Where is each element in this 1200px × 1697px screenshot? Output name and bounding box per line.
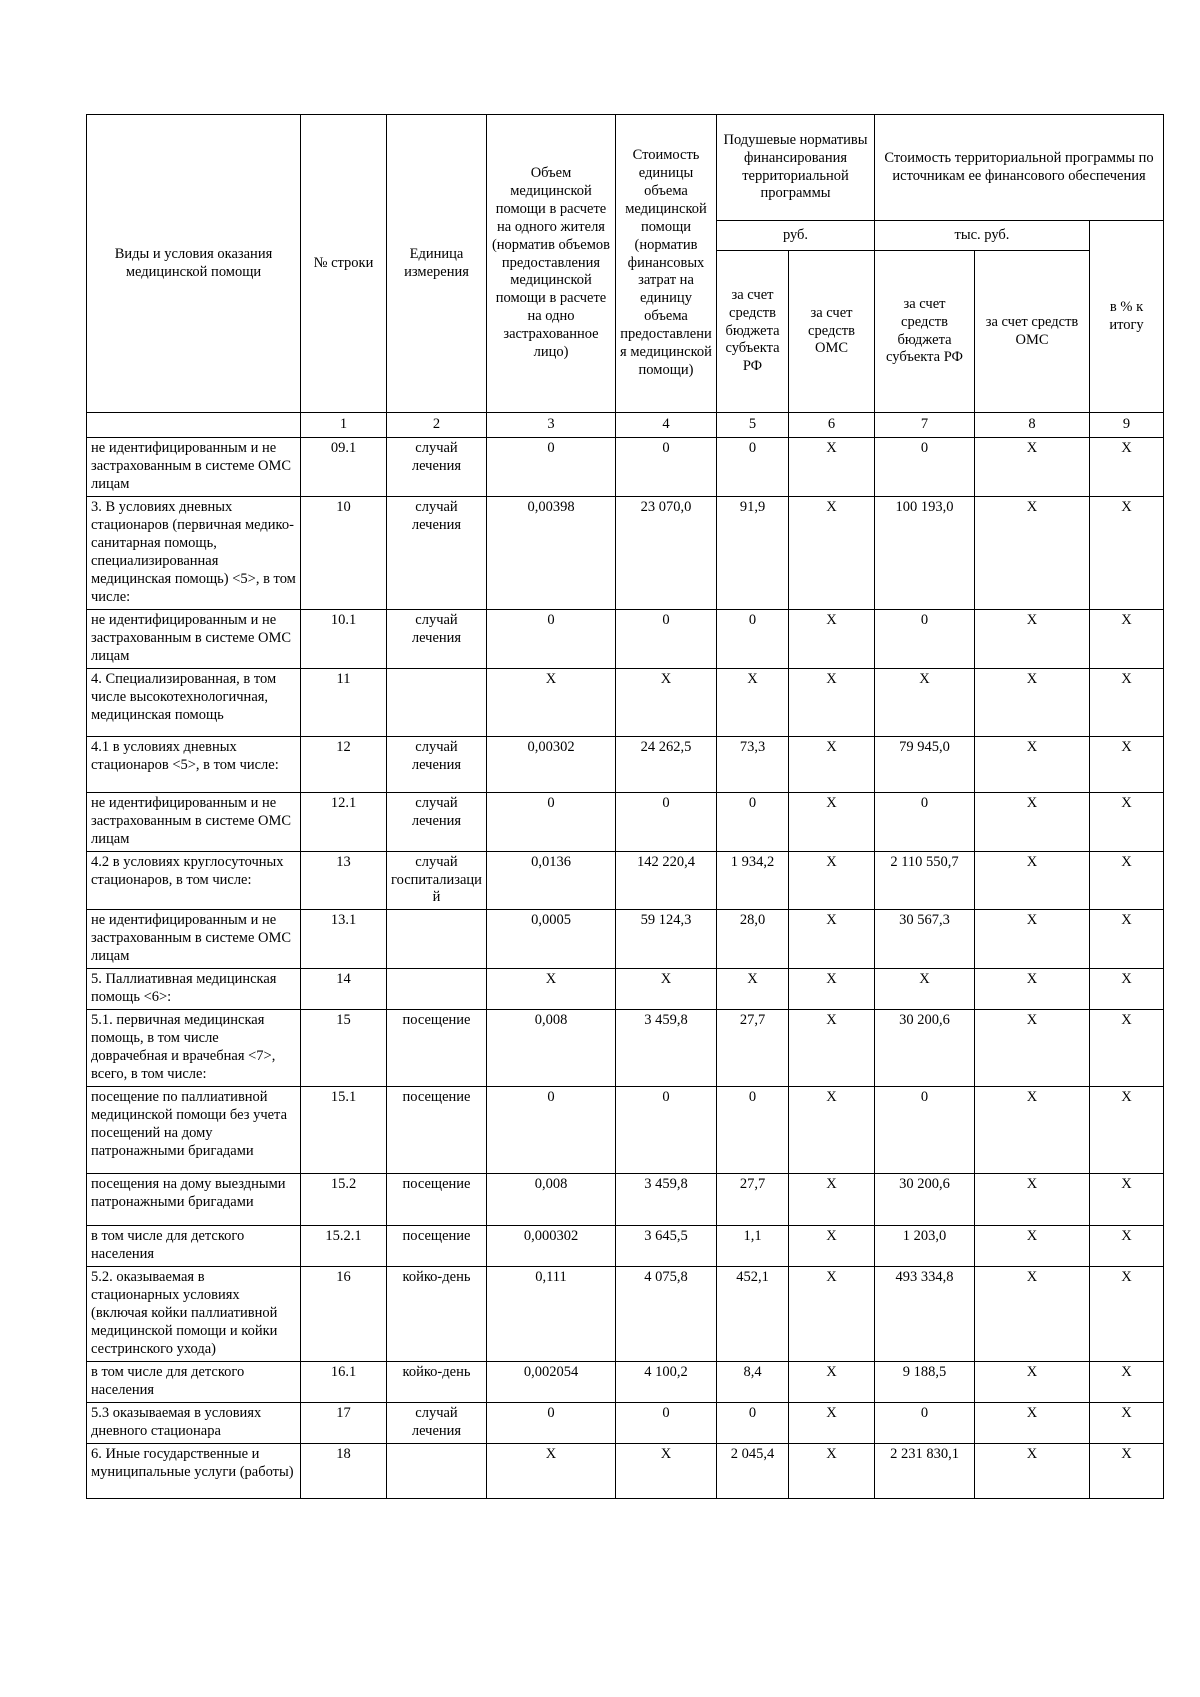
percent-cell: X	[1090, 609, 1164, 668]
program-oms-cell: X	[975, 1010, 1090, 1087]
program-budget-cell: 30 567,3	[875, 910, 975, 969]
row-unit: посещение	[387, 1010, 487, 1087]
header-per-capita: Подушевые нормативы финансирования территориальной программы	[717, 115, 875, 221]
unit-cost-cell: 3 459,8	[616, 1010, 717, 1087]
program-budget-cell: X	[875, 668, 975, 736]
percent-cell: X	[1090, 910, 1164, 969]
table-body	[87, 438, 1164, 1499]
per-capita-budget-cell: 0	[717, 792, 789, 851]
row-unit: посещение	[387, 1226, 487, 1267]
program-oms-cell: X	[975, 1443, 1090, 1498]
volume-cell: 0,002054	[487, 1361, 616, 1402]
volume-cell: 0,008	[487, 1174, 616, 1226]
program-budget-cell: 493 334,8	[875, 1267, 975, 1362]
program-oms-cell: X	[975, 792, 1090, 851]
header-oms-thousand: за счет средств ОМС	[975, 251, 1090, 413]
row-unit: случай лечения	[387, 792, 487, 851]
row-number: 15.1	[301, 1087, 387, 1174]
unit-cost-cell: X	[616, 969, 717, 1010]
percent-cell: X	[1090, 1087, 1164, 1174]
row-number: 10	[301, 496, 387, 609]
row-number: 10.1	[301, 609, 387, 668]
volume-cell: 0,00398	[487, 496, 616, 609]
volume-cell: 0	[487, 1087, 616, 1174]
volume-cell: 0	[487, 792, 616, 851]
unit-cost-cell: X	[616, 668, 717, 736]
per-capita-oms-cell: X	[789, 668, 875, 736]
program-oms-cell: X	[975, 851, 1090, 910]
per-capita-oms-cell: X	[789, 1402, 875, 1443]
table-row	[87, 1226, 1164, 1267]
percent-cell: X	[1090, 1010, 1164, 1087]
percent-cell: X	[1090, 496, 1164, 609]
table-row	[87, 1010, 1164, 1087]
row-number: 15.2.1	[301, 1226, 387, 1267]
unit-cost-cell: 59 124,3	[616, 910, 717, 969]
program-budget-cell: 2 110 550,7	[875, 851, 975, 910]
table-row	[87, 1443, 1164, 1498]
column-number: 4	[616, 413, 717, 438]
row-unit: случай лечения	[387, 438, 487, 497]
column-number-row	[87, 413, 1164, 438]
column-number: 2	[387, 413, 487, 438]
program-oms-cell: X	[975, 609, 1090, 668]
volume-cell: 0,008	[487, 1010, 616, 1087]
percent-cell: X	[1090, 736, 1164, 792]
header-type: Виды и условия оказания медицинской помощи	[87, 115, 301, 413]
table-row	[87, 1402, 1164, 1443]
header-percent: в % к итогу	[1090, 221, 1164, 413]
column-number: 5	[717, 413, 789, 438]
per-capita-oms-cell: X	[789, 1174, 875, 1226]
program-budget-cell: 0	[875, 1402, 975, 1443]
program-oms-cell: X	[975, 969, 1090, 1010]
unit-cost-cell: 4 100,2	[616, 1361, 717, 1402]
table-row	[87, 1361, 1164, 1402]
unit-cost-cell: 3 645,5	[616, 1226, 717, 1267]
program-oms-cell: X	[975, 1174, 1090, 1226]
row-number: 11	[301, 668, 387, 736]
row-number: 18	[301, 1443, 387, 1498]
unit-cost-cell: 0	[616, 438, 717, 497]
document-page	[86, 114, 1163, 1499]
per-capita-oms-cell: X	[789, 910, 875, 969]
per-capita-budget-cell: 452,1	[717, 1267, 789, 1362]
row-unit	[387, 668, 487, 736]
table-row	[87, 1174, 1164, 1226]
percent-cell: X	[1090, 438, 1164, 497]
table-row	[87, 438, 1164, 497]
row-unit: посещение	[387, 1087, 487, 1174]
financing-table	[86, 114, 1164, 1499]
unit-cost-cell: 0	[616, 792, 717, 851]
per-capita-budget-cell: 28,0	[717, 910, 789, 969]
per-capita-oms-cell: X	[789, 851, 875, 910]
row-name: в том числе для детского населения	[87, 1226, 301, 1267]
program-budget-cell: 2 231 830,1	[875, 1443, 975, 1498]
header-budget-thousand: за счет средств бюджета субъекта РФ	[875, 251, 975, 413]
per-capita-oms-cell: X	[789, 792, 875, 851]
program-oms-cell: X	[975, 1361, 1090, 1402]
per-capita-oms-cell: X	[789, 438, 875, 497]
table-row	[87, 851, 1164, 910]
program-budget-cell: 0	[875, 792, 975, 851]
per-capita-oms-cell: X	[789, 969, 875, 1010]
row-unit: случай лечения	[387, 496, 487, 609]
header-volume: Объем медицинской помощи в расчете на одного жителя (норматив объемов предоставления медицинской помощи в расчете на одно застрахованное лицо)	[487, 115, 616, 413]
row-unit: случай госпитализаций	[387, 851, 487, 910]
per-capita-budget-cell: 0	[717, 609, 789, 668]
table-row	[87, 792, 1164, 851]
column-number: 9	[1090, 413, 1164, 438]
unit-cost-cell: 0	[616, 1087, 717, 1174]
per-capita-budget-cell: 0	[717, 1402, 789, 1443]
row-unit: случай лечения	[387, 736, 487, 792]
row-name: 5. Паллиативная медицинская помощь <6>:	[87, 969, 301, 1010]
percent-cell: X	[1090, 1402, 1164, 1443]
row-number: 15	[301, 1010, 387, 1087]
program-oms-cell: X	[975, 1402, 1090, 1443]
row-unit: случай лечения	[387, 609, 487, 668]
header-unit-rub: руб.	[717, 221, 875, 251]
row-number: 15.2	[301, 1174, 387, 1226]
row-name: 4.1 в условиях дневных стационаров <5>, в том числе:	[87, 736, 301, 792]
per-capita-oms-cell: X	[789, 1087, 875, 1174]
program-oms-cell: X	[975, 496, 1090, 609]
percent-cell: X	[1090, 792, 1164, 851]
row-name: посещения на дому выездными патронажными бригадами	[87, 1174, 301, 1226]
row-name: не идентифицированным и не застрахованным в системе ОМС лицам	[87, 792, 301, 851]
volume-cell: X	[487, 668, 616, 736]
row-number: 13.1	[301, 910, 387, 969]
table-row	[87, 609, 1164, 668]
per-capita-oms-cell: X	[789, 609, 875, 668]
program-budget-cell: X	[875, 969, 975, 1010]
program-budget-cell: 1 203,0	[875, 1226, 975, 1267]
per-capita-oms-cell: X	[789, 496, 875, 609]
unit-cost-cell: 142 220,4	[616, 851, 717, 910]
per-capita-budget-cell: 0	[717, 438, 789, 497]
volume-cell: X	[487, 969, 616, 1010]
unit-cost-cell: X	[616, 1443, 717, 1498]
row-number: 12.1	[301, 792, 387, 851]
program-budget-cell: 0	[875, 609, 975, 668]
unit-cost-cell: 3 459,8	[616, 1174, 717, 1226]
header-unit: Единица измерения	[387, 115, 487, 413]
row-name: 3. В условиях дневных стационаров (первичная медико-санитарная помощь, специализированная медицинская помощь) <5>, в том числе:	[87, 496, 301, 609]
program-budget-cell: 9 188,5	[875, 1361, 975, 1402]
per-capita-budget-cell: 8,4	[717, 1361, 789, 1402]
program-budget-cell: 0	[875, 1087, 975, 1174]
row-number: 17	[301, 1402, 387, 1443]
table-row	[87, 910, 1164, 969]
per-capita-budget-cell: X	[717, 969, 789, 1010]
program-oms-cell: X	[975, 668, 1090, 736]
unit-cost-cell: 24 262,5	[616, 736, 717, 792]
row-unit: посещение	[387, 1174, 487, 1226]
row-number: 16.1	[301, 1361, 387, 1402]
row-unit: койко-день	[387, 1267, 487, 1362]
percent-cell: X	[1090, 668, 1164, 736]
program-budget-cell: 0	[875, 438, 975, 497]
table-row	[87, 736, 1164, 792]
row-number: 09.1	[301, 438, 387, 497]
per-capita-budget-cell: 0	[717, 1087, 789, 1174]
row-unit: койко-день	[387, 1361, 487, 1402]
per-capita-oms-cell: X	[789, 1443, 875, 1498]
per-capita-budget-cell: 27,7	[717, 1174, 789, 1226]
row-name: 6. Иные государственные и муниципальные услуги (работы)	[87, 1443, 301, 1498]
unit-cost-cell: 0	[616, 609, 717, 668]
unit-cost-cell: 23 070,0	[616, 496, 717, 609]
program-budget-cell: 79 945,0	[875, 736, 975, 792]
program-oms-cell: X	[975, 910, 1090, 969]
volume-cell: 0,0136	[487, 851, 616, 910]
percent-cell: X	[1090, 1361, 1164, 1402]
per-capita-oms-cell: X	[789, 1361, 875, 1402]
per-capita-budget-cell: 91,9	[717, 496, 789, 609]
program-oms-cell: X	[975, 1087, 1090, 1174]
header-budget-rub: за счет средств бюджета субъекта РФ	[717, 251, 789, 413]
table-row	[87, 1087, 1164, 1174]
table-row	[87, 668, 1164, 736]
program-budget-cell: 30 200,6	[875, 1174, 975, 1226]
column-number: 6	[789, 413, 875, 438]
volume-cell: X	[487, 1443, 616, 1498]
row-name: не идентифицированным и не застрахованным в системе ОМС лицам	[87, 438, 301, 497]
program-budget-cell: 100 193,0	[875, 496, 975, 609]
per-capita-budget-cell: X	[717, 668, 789, 736]
column-number: 3	[487, 413, 616, 438]
per-capita-budget-cell: 1,1	[717, 1226, 789, 1267]
table-row	[87, 969, 1164, 1010]
row-number: 16	[301, 1267, 387, 1362]
row-name: 5.2. оказываемая в стационарных условиях (включая койки паллиативной медицинской помощи и койки сестринского ухода)	[87, 1267, 301, 1362]
per-capita-oms-cell: X	[789, 1226, 875, 1267]
row-unit	[387, 910, 487, 969]
row-name: в том числе для детского населения	[87, 1361, 301, 1402]
header-unit-thousand: тыс. руб.	[875, 221, 1090, 251]
per-capita-oms-cell: X	[789, 1267, 875, 1362]
column-number: 7	[875, 413, 975, 438]
volume-cell: 0,00302	[487, 736, 616, 792]
header-row-number: № строки	[301, 115, 387, 413]
column-number	[87, 413, 301, 438]
row-number: 14	[301, 969, 387, 1010]
row-unit	[387, 969, 487, 1010]
unit-cost-cell: 0	[616, 1402, 717, 1443]
row-unit: случай лечения	[387, 1402, 487, 1443]
program-oms-cell: X	[975, 438, 1090, 497]
table-row	[87, 496, 1164, 609]
row-name: не идентифицированным и не застрахованным в системе ОМС лицам	[87, 910, 301, 969]
volume-cell: 0,0005	[487, 910, 616, 969]
row-name: 5.1. первичная медицинская помощь, в том числе доврачебная и врачебная <7>, всего, в том числе:	[87, 1010, 301, 1087]
program-oms-cell: X	[975, 1267, 1090, 1362]
header-program-cost: Стоимость территориальной программы по источникам ее финансового обеспечения	[875, 115, 1164, 221]
per-capita-budget-cell: 1 934,2	[717, 851, 789, 910]
header-unit-cost: Стоимость единицы объема медицинской помощи (норматив финансовых затрат на единицу объема предоставления медицинской помощи)	[616, 115, 717, 413]
row-name: 4. Специализированная, в том числе высокотехнологичная, медицинская помощь	[87, 668, 301, 736]
row-number: 13	[301, 851, 387, 910]
column-number: 8	[975, 413, 1090, 438]
per-capita-oms-cell: X	[789, 736, 875, 792]
percent-cell: X	[1090, 1443, 1164, 1498]
table-header	[87, 115, 1164, 438]
percent-cell: X	[1090, 851, 1164, 910]
header-oms-rub: за счет средств ОМС	[789, 251, 875, 413]
program-budget-cell: 30 200,6	[875, 1010, 975, 1087]
volume-cell: 0,000302	[487, 1226, 616, 1267]
row-unit	[387, 1443, 487, 1498]
row-name: посещение по паллиативной медицинской помощи без учета посещений на дому патронажными бригадами	[87, 1087, 301, 1174]
percent-cell: X	[1090, 1226, 1164, 1267]
volume-cell: 0	[487, 609, 616, 668]
per-capita-oms-cell: X	[789, 1010, 875, 1087]
column-number: 1	[301, 413, 387, 438]
percent-cell: X	[1090, 1174, 1164, 1226]
per-capita-budget-cell: 73,3	[717, 736, 789, 792]
program-oms-cell: X	[975, 736, 1090, 792]
percent-cell: X	[1090, 969, 1164, 1010]
program-oms-cell: X	[975, 1226, 1090, 1267]
volume-cell: 0	[487, 1402, 616, 1443]
volume-cell: 0	[487, 438, 616, 497]
row-name: 4.2 в условиях круглосуточных стационаров, в том числе:	[87, 851, 301, 910]
unit-cost-cell: 4 075,8	[616, 1267, 717, 1362]
per-capita-budget-cell: 2 045,4	[717, 1443, 789, 1498]
row-name: 5.3 оказываемая в условиях дневного стационара	[87, 1402, 301, 1443]
per-capita-budget-cell: 27,7	[717, 1010, 789, 1087]
row-number: 12	[301, 736, 387, 792]
percent-cell: X	[1090, 1267, 1164, 1362]
row-name: не идентифицированным и не застрахованным в системе ОМС лицам	[87, 609, 301, 668]
table-row	[87, 1267, 1164, 1362]
volume-cell: 0,111	[487, 1267, 616, 1362]
